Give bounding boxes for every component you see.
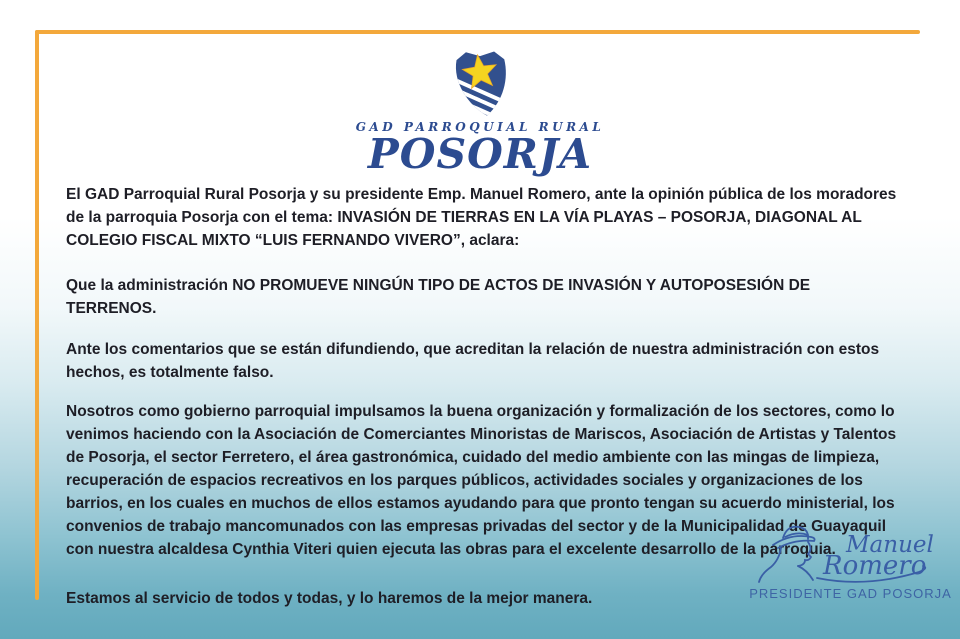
paragraph-closing: Estamos al servicio de todos y todas, y lo haremos de la mejor manera. (66, 590, 593, 607)
frame-top-line (35, 30, 920, 34)
paragraph-denial: Ante los comentarios que se están difundiendo, que acreditan la relación de nuestra administración con estos hechos, es totalmente falso. (66, 341, 880, 381)
paragraph-declaration: Que la administración NO PROMUEVE NINGÚN TIPO DE ACTOS DE INVASIÓN Y AUTOPOSESIÓN DE TERRENOS. (66, 277, 811, 317)
signature-last-name: Romero (822, 551, 926, 581)
manuel-romero-signature-icon (751, 522, 951, 584)
signature-block (748, 522, 953, 601)
org-name: POSORJA (367, 130, 593, 178)
paragraph-intro: El GAD Parroquial Rural Posorja y su presidente Emp. Manuel Romero, ante la opinión pública de los moradores de la parroquia Posorja con el tema: INVASIÓN DE TIERRAS EN LA VÍA PLAYAS – POSORJA, DIAGONAL AL COLEGIO FISCAL MIXTO “LUIS FERNANDO VIVERO”, aclara: (66, 186, 897, 249)
paragraph-actions: Nosotros como gobierno parroquial impulsamos la buena organización y formalización de los sectores, como lo venimos haciendo con la Asociación de Comerciantes Minoristas de Mariscos, Asociación de Artistas y Talentos de Posorja, el sector Ferretero, el área gastronómica, cuidado del medio ambiente con las mingas de limpieza, recuperación de espacios recreativos en los parques públicos, actividades sociales y organizaciones de los barrios, en los cuales en muchos de ellos estamos ayudando para que pronto tengan su acuerdo ministerial, los convenios de trabajo mancomunados con las empresas privadas del sector y de la Municipalidad de Guayaquil con nuestra alcaldesa Cynthia Viteri quien ejecuta las obras para el excelente desarrollo de la parroquia. (66, 403, 897, 558)
org-line: GAD PARROQUIAL RURAL (355, 120, 605, 134)
signature-first-name: Manuel (845, 532, 934, 558)
posorja-shield-logo-icon (440, 46, 520, 118)
signature-title: PRESIDENTE GAD POSORJA (749, 586, 952, 601)
logo-block (0, 46, 960, 178)
